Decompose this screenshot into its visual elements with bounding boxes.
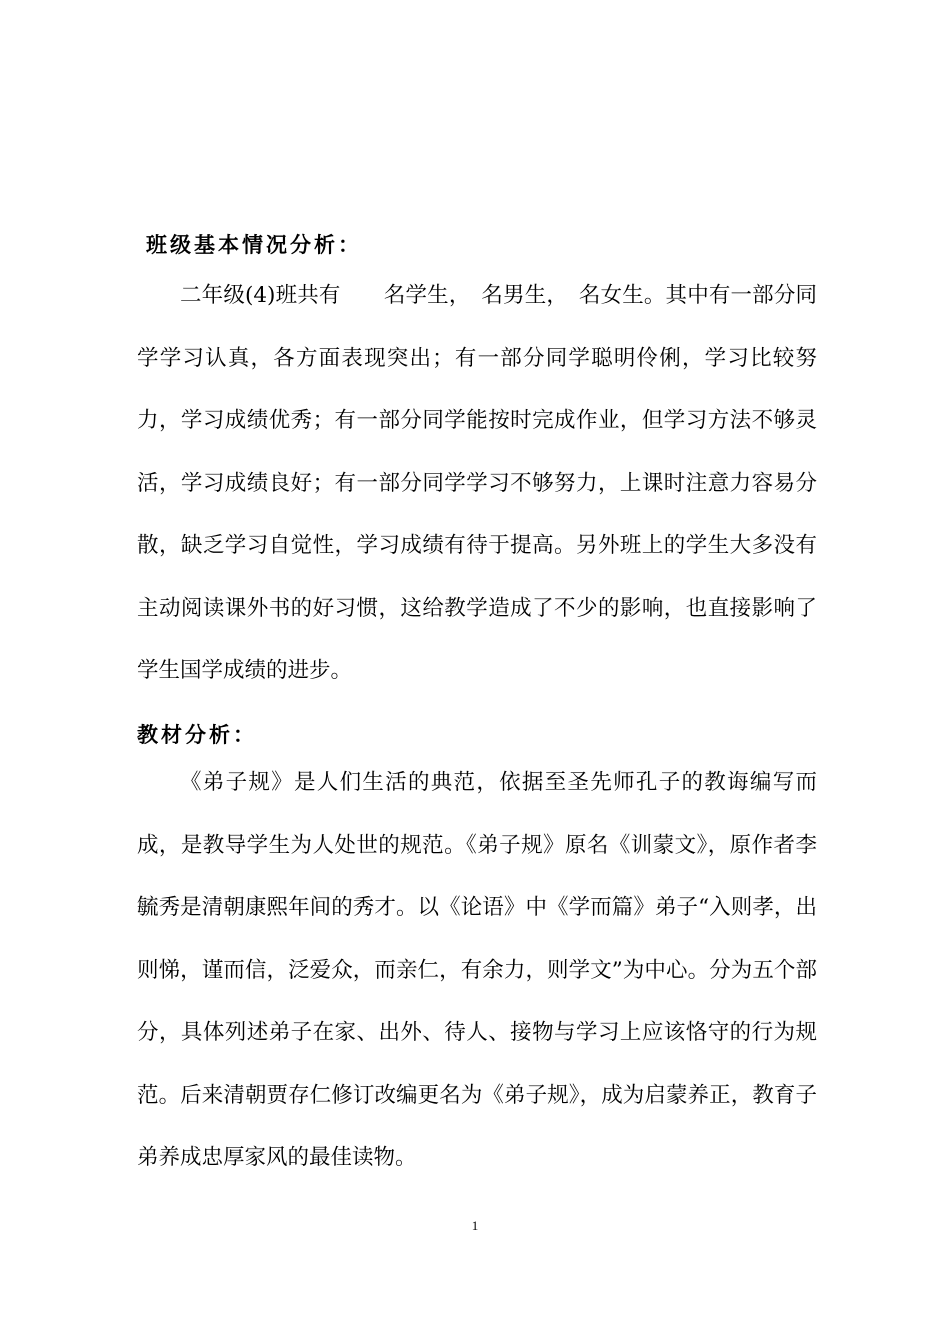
paragraph-textbook-analysis: 《弟子规》是人们生活的典范，依据至圣先师孔子的教诲编写而成，是教导学生为人处世的规范。《弟子规》原名《训蒙文》，原作者李毓秀是清朝康熙年间的秀才。以《论语》中《学而篇》弟子“入则孝，出则悌，谨而信，泛爱众，而亲仁，有余力，则学文”为中心。分为五个部分，具体列述弟子在家、出外、待人、接物与学习上应该恪守的行为规范。后来清朝贾存仁修订改编更名为《弟子规》，成为启蒙养正，教育子弟养成忠厚家风的最佳读物。	[137, 770, 817, 1170]
section-heading-class-analysis: 班级基本情况分析：	[146, 233, 362, 257]
section-heading-textbook-analysis: 教材分析：	[137, 723, 257, 747]
page-number: 1	[471, 1218, 479, 1233]
paragraph-class-analysis: 二年级(4)班共有 名学生， 名男生， 名女生。其中有一部分同学学习认真，各方面表现突出；有一部分同学聪明伶俐，学习比较努力，学习成绩优秀；有一部分同学能按时完成作业，但学习方法不够灵活，学习成绩良好；有一部分同学学习不够努力，上课时注意力容易分散，缺乏学习自觉性，学习成绩有待于提高。另外班上的学生大多没有主动阅读课外书的好习惯，这给教学造成了不少的影响，也直接影响了学生国学成绩的进步。	[137, 283, 817, 683]
